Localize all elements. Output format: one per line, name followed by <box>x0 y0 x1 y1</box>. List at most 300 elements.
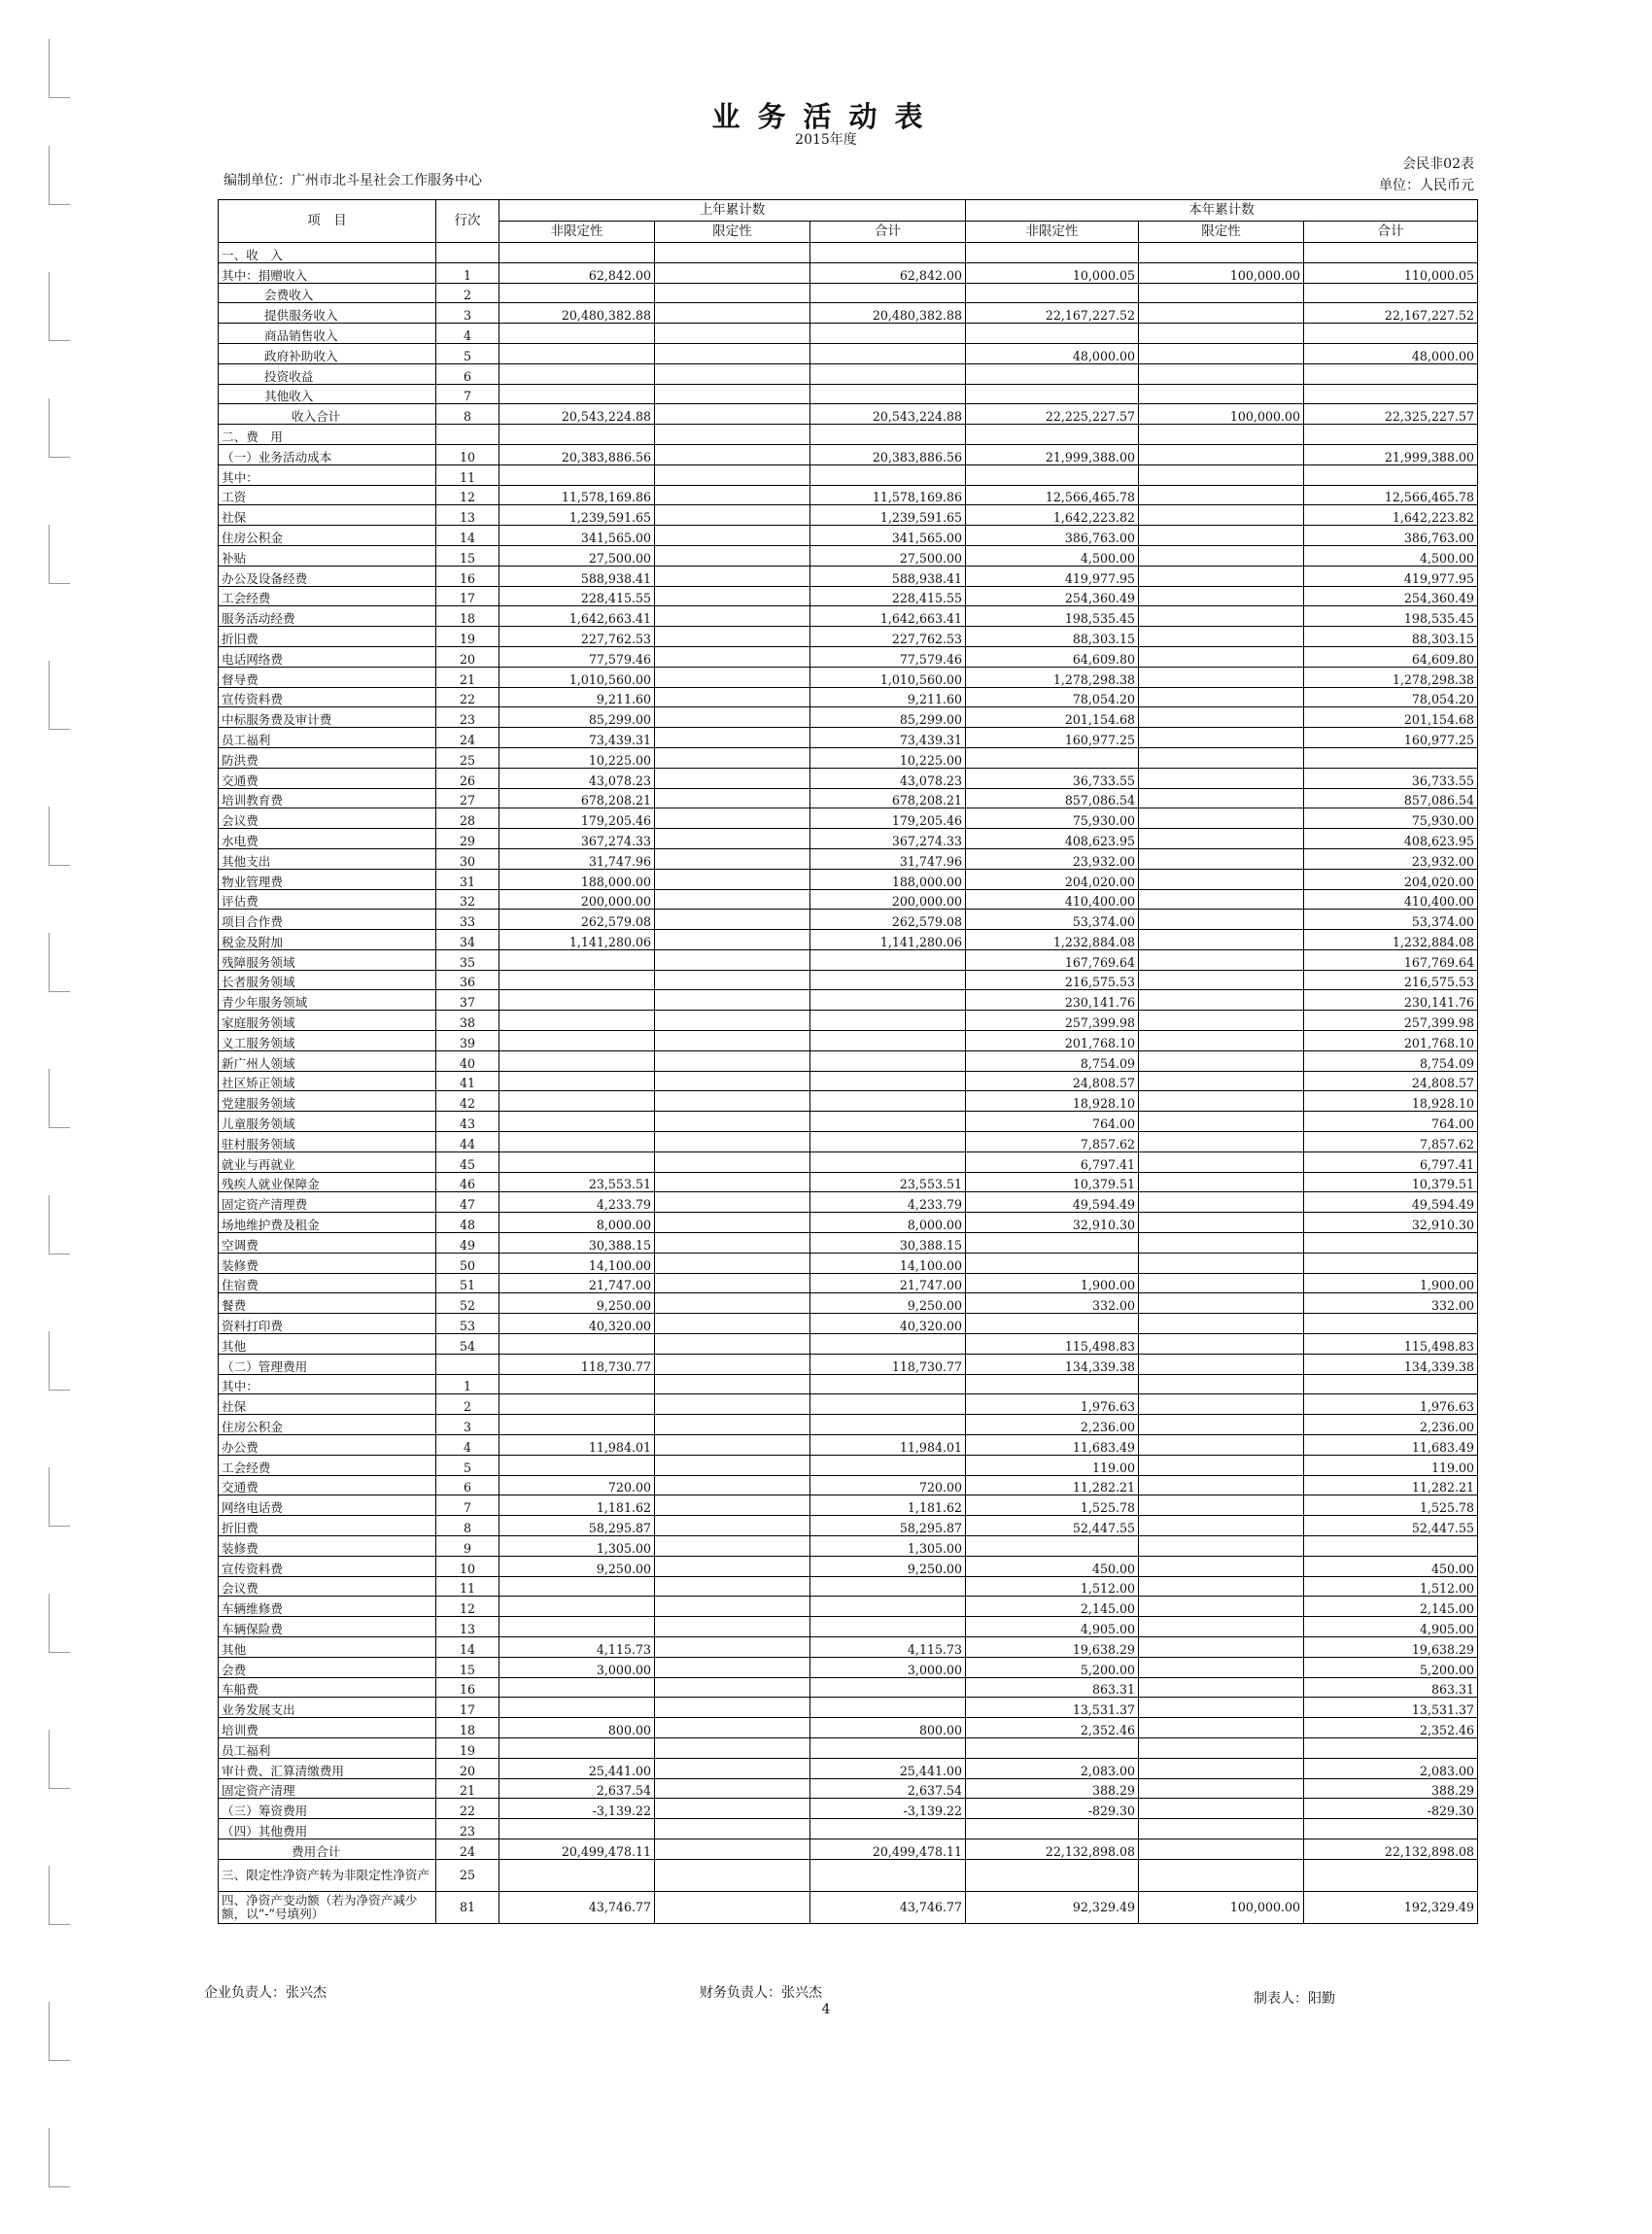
cell-prev-unrestricted: 25,441.00 <box>499 1758 655 1778</box>
cell-prev-total: 20,543,224.88 <box>810 404 966 425</box>
cell-curr-restricted <box>1139 1112 1304 1132</box>
cell-curr-total: 23,932.00 <box>1304 848 1478 869</box>
cell-prev-total: 25,441.00 <box>810 1758 966 1778</box>
cell-prev-total: 9,250.00 <box>810 1556 966 1576</box>
cell-curr-unrestricted: 857,086.54 <box>966 788 1139 808</box>
cell-prev-unrestricted: 14,100.00 <box>499 1253 655 1273</box>
cell-curr-restricted <box>1139 1839 1304 1859</box>
cell-curr-restricted <box>1139 1091 1304 1112</box>
row-line-number: 40 <box>436 1050 499 1071</box>
row-item-label: 商品销售收入 <box>219 324 436 344</box>
row-line-number: 12 <box>436 485 499 505</box>
cell-curr-total <box>1304 243 1478 263</box>
cell-curr-restricted <box>1139 1314 1304 1334</box>
row-item-label: 办公及设备经费 <box>219 566 436 586</box>
cell-curr-restricted <box>1139 910 1304 930</box>
table-row <box>219 970 1478 990</box>
cell-prev-restricted <box>655 485 810 505</box>
row-item-label: 其中：捐赠收入 <box>219 262 436 283</box>
cell-prev-restricted <box>655 404 810 425</box>
cell-prev-unrestricted <box>499 1677 655 1698</box>
cell-curr-unrestricted: 1,232,884.08 <box>966 930 1139 950</box>
cell-prev-restricted <box>655 586 810 606</box>
cell-prev-unrestricted <box>499 1698 655 1718</box>
cell-curr-total: 52,447.55 <box>1304 1516 1478 1536</box>
cell-curr-total: 450.00 <box>1304 1556 1478 1576</box>
cell-curr-total: 18,928.10 <box>1304 1091 1478 1112</box>
cell-curr-total: 115,498.83 <box>1304 1334 1478 1355</box>
cell-prev-restricted <box>655 707 810 728</box>
row-line-number: 16 <box>436 566 499 586</box>
cell-prev-unrestricted: 9,250.00 <box>499 1556 655 1576</box>
cell-prev-total <box>810 283 966 303</box>
cell-curr-total: 11,683.49 <box>1304 1435 1478 1456</box>
table-row <box>219 1617 1478 1637</box>
row-line-number: 21 <box>436 1778 499 1799</box>
row-line-number: 52 <box>436 1293 499 1314</box>
table-row <box>219 1839 1478 1859</box>
cell-curr-restricted <box>1139 1253 1304 1273</box>
form-number: 会民非02表 <box>1402 156 1474 172</box>
cell-prev-unrestricted: 8,000.00 <box>499 1213 655 1233</box>
cell-prev-unrestricted <box>499 1334 655 1355</box>
cell-prev-unrestricted: 62,842.00 <box>499 262 655 283</box>
table-row <box>219 1314 1478 1334</box>
row-item-label: 办公费 <box>219 1435 436 1456</box>
cell-prev-restricted <box>655 1617 810 1637</box>
cell-prev-restricted <box>655 1698 810 1718</box>
cell-curr-restricted <box>1139 646 1304 667</box>
cell-prev-restricted <box>655 526 810 546</box>
table-row <box>219 687 1478 707</box>
row-item-label: 费用合计 <box>219 1839 436 1859</box>
cell-curr-unrestricted: 764.00 <box>966 1112 1139 1132</box>
cell-curr-unrestricted <box>966 1253 1139 1273</box>
cell-prev-unrestricted: 77,579.46 <box>499 646 655 667</box>
row-item-label: 场地维护费及租金 <box>219 1213 436 1233</box>
cell-curr-restricted <box>1139 1657 1304 1677</box>
row-item-label: 会费 <box>219 1657 436 1677</box>
cell-prev-total: 20,499,478.11 <box>810 1839 966 1859</box>
cell-prev-unrestricted: 4,115.73 <box>499 1636 655 1657</box>
cell-prev-unrestricted: 1,181.62 <box>499 1495 655 1516</box>
cell-curr-unrestricted <box>966 1536 1139 1557</box>
cell-prev-restricted <box>655 1758 810 1778</box>
cell-curr-unrestricted: -829.30 <box>966 1799 1139 1819</box>
row-item-label: 网络电话费 <box>219 1495 436 1516</box>
row-line-number: 50 <box>436 1253 499 1273</box>
row-item-label: 政府补助收入 <box>219 343 436 363</box>
cell-prev-restricted <box>655 1737 810 1758</box>
row-line-number: 22 <box>436 687 499 707</box>
cell-prev-unrestricted: 1,239,591.65 <box>499 505 655 526</box>
cell-prev-total: 1,181.62 <box>810 1495 966 1516</box>
row-line-number: 38 <box>436 1011 499 1031</box>
cell-prev-unrestricted: 43,078.23 <box>499 768 655 788</box>
cell-curr-restricted <box>1139 545 1304 566</box>
cell-prev-total <box>810 464 966 485</box>
row-item-label: 防洪费 <box>219 747 436 768</box>
cell-curr-restricted <box>1139 627 1304 647</box>
cell-curr-total: 863.31 <box>1304 1677 1478 1698</box>
cell-curr-restricted <box>1139 324 1304 344</box>
cell-prev-restricted <box>655 566 810 586</box>
enterprise-head: 企业负责人：张兴杰 <box>204 1985 327 2001</box>
table-row <box>219 1112 1478 1132</box>
cell-curr-restricted <box>1139 1718 1304 1738</box>
cell-curr-unrestricted <box>966 425 1139 445</box>
cell-curr-unrestricted: 78,054.20 <box>966 687 1139 707</box>
table-row <box>219 505 1478 526</box>
cell-curr-restricted <box>1139 1617 1304 1637</box>
cell-curr-total: 11,282.21 <box>1304 1475 1478 1495</box>
table-row <box>219 1475 1478 1495</box>
row-item-label: 折旧费 <box>219 1516 436 1536</box>
cell-curr-unrestricted: 52,447.55 <box>966 1516 1139 1536</box>
row-item-label: 就业与再就业 <box>219 1151 436 1172</box>
cell-curr-total: 4,905.00 <box>1304 1617 1478 1637</box>
row-line-number: 18 <box>436 606 499 627</box>
cell-prev-unrestricted: 227,762.53 <box>499 627 655 647</box>
cell-prev-restricted <box>655 970 810 990</box>
row-line-number: 34 <box>436 930 499 950</box>
cell-prev-unrestricted <box>499 384 655 404</box>
cell-prev-total: 9,250.00 <box>810 1293 966 1314</box>
table-row <box>219 788 1478 808</box>
cell-prev-restricted <box>655 505 810 526</box>
cell-prev-restricted <box>655 1293 810 1314</box>
table-row <box>219 1233 1478 1254</box>
row-item-label: 青少年服务领域 <box>219 990 436 1011</box>
cell-curr-unrestricted <box>966 1314 1139 1334</box>
cell-prev-unrestricted <box>499 990 655 1011</box>
row-item-label: 社保 <box>219 1394 436 1415</box>
cell-prev-total: 43,078.23 <box>810 768 966 788</box>
cell-prev-total: 31,747.96 <box>810 848 966 869</box>
cell-curr-unrestricted: 13,531.37 <box>966 1698 1139 1718</box>
cell-curr-total: 198,535.45 <box>1304 606 1478 627</box>
cell-curr-restricted <box>1139 1737 1304 1758</box>
row-line-number: 6 <box>436 1475 499 1495</box>
cell-prev-unrestricted <box>499 343 655 363</box>
cell-curr-restricted <box>1139 243 1304 263</box>
cell-curr-total <box>1304 1374 1478 1394</box>
cell-prev-total: 200,000.00 <box>810 889 966 910</box>
row-line-number: 45 <box>436 1151 499 1172</box>
row-line-number: 41 <box>436 1071 499 1091</box>
cell-curr-total: 32,910.30 <box>1304 1213 1478 1233</box>
header-prev-restricted: 限定性 <box>655 222 810 243</box>
cell-prev-total: 1,010,560.00 <box>810 667 966 687</box>
cell-prev-unrestricted <box>499 243 655 263</box>
row-item-label: 物业管理费 <box>219 869 436 889</box>
cell-curr-total: 110,000.05 <box>1304 262 1478 283</box>
header-curr-total: 合计 <box>1304 222 1478 243</box>
cell-curr-unrestricted: 10,000.05 <box>966 262 1139 283</box>
row-line-number: 20 <box>436 646 499 667</box>
cell-curr-restricted <box>1139 747 1304 768</box>
table-row <box>219 566 1478 586</box>
cell-prev-restricted <box>655 1677 810 1698</box>
cell-prev-unrestricted <box>499 1071 655 1091</box>
row-item-label: 住宿费 <box>219 1273 436 1293</box>
cell-curr-total <box>1304 1737 1478 1758</box>
row-line-number: 17 <box>436 1698 499 1718</box>
cell-curr-restricted <box>1139 1859 1304 1891</box>
table-row <box>219 627 1478 647</box>
currency-unit: 单位：人民币元 <box>1379 178 1474 193</box>
row-line-number: 18 <box>436 1718 499 1738</box>
cell-curr-total: 22,132,898.08 <box>1304 1839 1478 1859</box>
cell-prev-unrestricted <box>499 1091 655 1112</box>
cell-curr-total <box>1304 283 1478 303</box>
table-row <box>219 303 1478 324</box>
cell-curr-unrestricted: 115,498.83 <box>966 1334 1139 1355</box>
header-item: 项 目 <box>219 200 436 243</box>
row-line-number: 19 <box>436 627 499 647</box>
cell-prev-unrestricted: 188,000.00 <box>499 869 655 889</box>
cell-prev-restricted <box>655 1050 810 1071</box>
cell-curr-unrestricted: 92,329.49 <box>966 1891 1139 1923</box>
cell-curr-unrestricted: 23,932.00 <box>966 848 1139 869</box>
cell-prev-restricted <box>655 910 810 930</box>
row-item-label: 员工福利 <box>219 728 436 748</box>
cell-curr-total: 1,232,884.08 <box>1304 930 1478 950</box>
cell-prev-unrestricted: 588,938.41 <box>499 566 655 586</box>
row-item-label: （三）筹资费用 <box>219 1799 436 1819</box>
cell-prev-total: 11,578,169.86 <box>810 485 966 505</box>
cell-prev-total: 367,274.33 <box>810 829 966 849</box>
cell-curr-unrestricted: 198,535.45 <box>966 606 1139 627</box>
cell-prev-total <box>810 1112 966 1132</box>
cell-prev-total <box>810 324 966 344</box>
cell-prev-unrestricted: 40,320.00 <box>499 1314 655 1334</box>
cell-prev-restricted <box>655 1192 810 1213</box>
cell-curr-unrestricted: 53,374.00 <box>966 910 1139 930</box>
row-line-number: 35 <box>436 949 499 970</box>
row-item-label: 培训教育费 <box>219 788 436 808</box>
cell-prev-restricted <box>655 1859 810 1891</box>
cell-curr-restricted <box>1139 1192 1304 1213</box>
row-line-number: 32 <box>436 889 499 910</box>
row-line-number: 47 <box>436 1192 499 1213</box>
cell-curr-total: 332.00 <box>1304 1293 1478 1314</box>
table-row <box>219 1354 1478 1374</box>
preparer: 制表人：阳勤 <box>1254 1991 1335 2007</box>
cell-curr-total: 5,200.00 <box>1304 1657 1478 1677</box>
cell-curr-unrestricted <box>966 243 1139 263</box>
cell-curr-unrestricted: 1,642,223.82 <box>966 505 1139 526</box>
cell-curr-unrestricted: 1,278,298.38 <box>966 667 1139 687</box>
cell-prev-unrestricted: 678,208.21 <box>499 788 655 808</box>
table-row <box>219 1050 1478 1071</box>
table-row <box>219 1778 1478 1799</box>
cell-curr-unrestricted <box>966 324 1139 344</box>
cell-prev-unrestricted: 10,225.00 <box>499 747 655 768</box>
cell-curr-total: 49,594.49 <box>1304 1192 1478 1213</box>
cell-curr-total: 2,083.00 <box>1304 1758 1478 1778</box>
binding-margin <box>0 0 58 2234</box>
cell-curr-restricted <box>1139 848 1304 869</box>
cell-curr-restricted <box>1139 869 1304 889</box>
cell-prev-unrestricted: 800.00 <box>499 1718 655 1738</box>
cell-prev-restricted <box>655 1718 810 1738</box>
cell-curr-unrestricted: 204,020.00 <box>966 869 1139 889</box>
cell-prev-unrestricted: 73,439.31 <box>499 728 655 748</box>
table-row <box>219 707 1478 728</box>
cell-prev-unrestricted <box>499 1132 655 1152</box>
cell-prev-unrestricted: 179,205.46 <box>499 808 655 829</box>
cell-curr-unrestricted: 257,399.98 <box>966 1011 1139 1031</box>
activity-table <box>218 199 1478 1924</box>
cell-prev-restricted <box>655 262 810 283</box>
header-curr-unrestricted: 非限定性 <box>966 222 1139 243</box>
cell-prev-total: 228,415.55 <box>810 586 966 606</box>
table-row <box>219 1334 1478 1355</box>
cell-prev-total <box>810 1819 966 1839</box>
cell-curr-total <box>1304 363 1478 384</box>
cell-curr-unrestricted: 8,754.09 <box>966 1050 1139 1071</box>
cell-curr-unrestricted: 119.00 <box>966 1455 1139 1475</box>
cell-curr-restricted: 100,000.00 <box>1139 262 1304 283</box>
header-prev-unrestricted: 非限定性 <box>499 222 655 243</box>
cell-curr-total: 119.00 <box>1304 1455 1478 1475</box>
cell-prev-total: 43,746.77 <box>810 1891 966 1923</box>
cell-prev-total: 188,000.00 <box>810 869 966 889</box>
cell-curr-restricted <box>1139 707 1304 728</box>
table-row <box>219 1415 1478 1435</box>
table-row <box>219 1536 1478 1557</box>
cell-prev-restricted <box>655 1334 810 1355</box>
row-item-label: 中标服务费及审计费 <box>219 707 436 728</box>
cell-curr-total: 386,763.00 <box>1304 526 1478 546</box>
cell-prev-restricted <box>655 606 810 627</box>
row-line-number: 25 <box>436 1859 499 1891</box>
row-item-label: 工会经费 <box>219 586 436 606</box>
table-row <box>219 930 1478 950</box>
cell-curr-unrestricted: 11,683.49 <box>966 1435 1139 1456</box>
cell-curr-restricted <box>1139 444 1304 464</box>
cell-curr-unrestricted: 254,360.49 <box>966 586 1139 606</box>
cell-curr-total: 4,500.00 <box>1304 545 1478 566</box>
cell-prev-restricted <box>655 303 810 324</box>
cell-curr-unrestricted: 21,999,388.00 <box>966 444 1139 464</box>
cell-curr-total: 12,566,465.78 <box>1304 485 1478 505</box>
row-line-number: 16 <box>436 1677 499 1698</box>
cell-curr-total: 204,020.00 <box>1304 869 1478 889</box>
table-row <box>219 283 1478 303</box>
cell-curr-unrestricted: 201,154.68 <box>966 707 1139 728</box>
cell-curr-total: 410,400.00 <box>1304 889 1478 910</box>
cell-curr-unrestricted: 2,352.46 <box>966 1718 1139 1738</box>
cell-prev-restricted <box>655 1799 810 1819</box>
table-row <box>219 1213 1478 1233</box>
row-line-number: 49 <box>436 1233 499 1254</box>
cell-prev-restricted <box>655 1132 810 1152</box>
cell-prev-restricted <box>655 1233 810 1254</box>
cell-curr-restricted <box>1139 1172 1304 1192</box>
cell-curr-restricted <box>1139 1374 1304 1394</box>
row-item-label: 餐费 <box>219 1293 436 1314</box>
cell-prev-restricted <box>655 464 810 485</box>
cell-prev-restricted <box>655 728 810 748</box>
cell-prev-restricted <box>655 788 810 808</box>
table-row <box>219 1273 1478 1293</box>
cell-curr-restricted <box>1139 1698 1304 1718</box>
cell-prev-unrestricted: 9,211.60 <box>499 687 655 707</box>
table-row <box>219 990 1478 1011</box>
table-row <box>219 949 1478 970</box>
table-row <box>219 1031 1478 1051</box>
cell-curr-total: 48,000.00 <box>1304 343 1478 363</box>
cell-prev-restricted <box>655 324 810 344</box>
organization-label: 编制单位：广州市北斗星社会工作服务中心 <box>224 173 482 189</box>
cell-prev-total: 1,239,591.65 <box>810 505 966 526</box>
cell-prev-restricted <box>655 1536 810 1557</box>
table-row <box>219 1253 1478 1273</box>
row-line-number: 53 <box>436 1314 499 1334</box>
cell-curr-restricted <box>1139 1031 1304 1051</box>
cell-prev-total <box>810 1415 966 1435</box>
cell-curr-unrestricted <box>966 1233 1139 1254</box>
cell-prev-restricted <box>655 1556 810 1576</box>
cell-prev-unrestricted <box>499 363 655 384</box>
cell-curr-total: 53,374.00 <box>1304 910 1478 930</box>
cell-prev-total <box>810 425 966 445</box>
cell-curr-total <box>1304 425 1478 445</box>
row-item-label: 二、费 用 <box>219 425 436 445</box>
cell-curr-restricted: 100,000.00 <box>1139 404 1304 425</box>
header-curr-restricted: 限定性 <box>1139 222 1304 243</box>
cell-prev-restricted <box>655 1819 810 1839</box>
cell-prev-unrestricted: 228,415.55 <box>499 586 655 606</box>
cell-curr-restricted <box>1139 1455 1304 1475</box>
row-item-label: 长者服务领域 <box>219 970 436 990</box>
cell-curr-restricted <box>1139 990 1304 1011</box>
cell-prev-restricted <box>655 1151 810 1172</box>
row-line-number <box>436 243 499 263</box>
cell-curr-restricted <box>1139 667 1304 687</box>
table-row <box>219 848 1478 869</box>
cell-curr-restricted <box>1139 970 1304 990</box>
cell-curr-unrestricted: 24,808.57 <box>966 1071 1139 1091</box>
cell-prev-unrestricted: 3,000.00 <box>499 1657 655 1677</box>
cell-prev-unrestricted: 720.00 <box>499 1475 655 1495</box>
cell-prev-unrestricted <box>499 1151 655 1172</box>
cell-curr-unrestricted: 216,575.53 <box>966 970 1139 990</box>
cell-curr-restricted <box>1139 1394 1304 1415</box>
row-line-number: 10 <box>436 444 499 464</box>
cell-curr-restricted <box>1139 1050 1304 1071</box>
cell-curr-unrestricted: 48,000.00 <box>966 343 1139 363</box>
cell-curr-total <box>1304 324 1478 344</box>
cell-curr-total: 88,303.15 <box>1304 627 1478 647</box>
row-item-label: 水电费 <box>219 829 436 849</box>
row-item-label: 宣传资料费 <box>219 687 436 707</box>
cell-prev-total <box>810 1576 966 1597</box>
row-item-label: 驻村服务领域 <box>219 1132 436 1152</box>
cell-curr-restricted <box>1139 1778 1304 1799</box>
cell-curr-unrestricted: 167,769.64 <box>966 949 1139 970</box>
cell-prev-total: 10,225.00 <box>810 747 966 768</box>
row-line-number: 1 <box>436 262 499 283</box>
row-line-number: 4 <box>436 1435 499 1456</box>
table-row <box>219 324 1478 344</box>
cell-curr-total: 201,154.68 <box>1304 707 1478 728</box>
cell-curr-restricted <box>1139 1475 1304 1495</box>
cell-prev-total <box>810 1677 966 1698</box>
row-item-label: 督导费 <box>219 667 436 687</box>
